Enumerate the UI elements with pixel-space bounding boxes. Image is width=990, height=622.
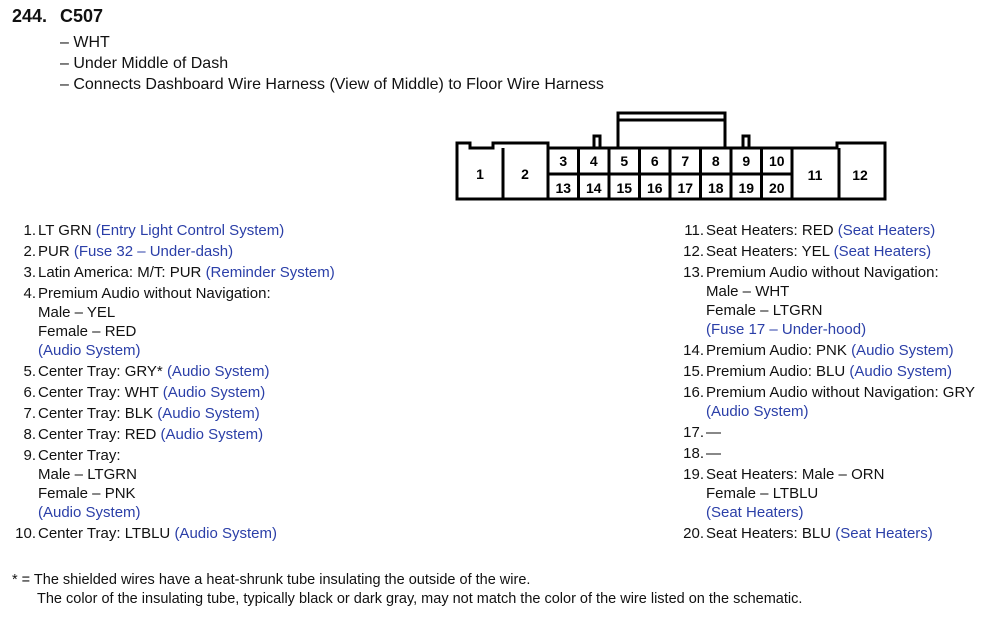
pin-line	[706, 384, 975, 403]
pin-line	[38, 222, 284, 241]
pin-item	[668, 243, 975, 262]
wire-description: Female – LTGRN	[706, 302, 823, 319]
pin-number: 12	[852, 167, 868, 183]
pin-number: 15	[616, 180, 633, 196]
wire-description: Seat Heaters: RED	[706, 222, 838, 239]
system-link[interactable]: (Audio System)	[851, 342, 954, 359]
detail-color: – WHT	[60, 34, 110, 51]
wire-description: Premium Audio: BLU	[706, 363, 850, 381]
pin-line	[706, 264, 939, 283]
footnote-line-2: The color of the insulating tube, typically black or dark gray, may not match the color of the wire listed on the schematic.	[37, 591, 803, 607]
wire-description: Seat Heaters: BLU	[706, 525, 836, 543]
pin-item	[0, 447, 335, 523]
wire-description: Center Tray: LTBLU	[38, 525, 175, 543]
system-link[interactable]: (Seat Heaters)	[835, 525, 933, 543]
connector-id: C507	[60, 6, 104, 26]
wire-description: Seat Heaters: Male – ORN	[706, 466, 885, 484]
pin-line	[706, 424, 721, 443]
pin-item	[668, 222, 975, 241]
wire-description: Center Tray: RED	[38, 426, 161, 444]
pin-number: 19	[738, 180, 755, 196]
pin-item	[0, 222, 335, 241]
pin-line	[706, 403, 975, 422]
detail-location: – Under Middle of Dash	[60, 55, 229, 72]
pin-index: 4.	[23, 285, 36, 303]
pin-line	[706, 321, 939, 340]
pin-item	[668, 445, 975, 464]
pin-item	[0, 405, 335, 424]
pin-item	[0, 525, 335, 544]
pin-line	[38, 285, 271, 304]
pin-number: 20	[768, 180, 785, 196]
system-link[interactable]: (Seat Heaters)	[706, 504, 804, 522]
system-link[interactable]: (Audio System)	[38, 342, 141, 359]
system-link[interactable]: (Seat Heaters)	[833, 243, 932, 261]
pin-index: 8.	[23, 426, 36, 444]
connector-diagram	[455, 108, 890, 206]
wire-description: Male – LTGRN	[38, 466, 137, 484]
pin-line	[38, 426, 263, 445]
wire-description: Center Tray:	[38, 447, 121, 465]
footnote	[12, 571, 802, 609]
wire-description: Seat Heaters: YEL	[706, 243, 834, 261]
pin-line	[38, 525, 277, 544]
pin-line	[38, 384, 265, 403]
pin-index: 12.	[683, 243, 704, 261]
pin-item	[0, 285, 335, 361]
system-link[interactable]: (Audio System)	[157, 405, 260, 423]
wire-description: Premium Audio without Navigation: GRY	[706, 384, 976, 402]
pin-index: 14.	[683, 342, 704, 359]
pin-number: 9	[742, 153, 751, 169]
pin-line	[38, 405, 260, 424]
system-link[interactable]: (Fuse 32 – Under-dash)	[73, 243, 234, 261]
pin-index: 10.	[15, 525, 36, 543]
pin-item	[0, 243, 335, 262]
pin-number: 4	[589, 153, 598, 169]
system-link[interactable]: (Reminder System)	[205, 264, 335, 282]
pin-line	[706, 222, 935, 241]
wire-description: LT GRN	[38, 222, 96, 239]
pin-item	[0, 426, 335, 445]
pin-item	[668, 363, 975, 382]
pin-index: 19.	[683, 466, 704, 484]
pin-line	[706, 445, 721, 464]
wire-description: PUR	[38, 243, 74, 261]
pin-line	[706, 485, 884, 504]
pin-number: 3	[559, 153, 568, 169]
wire-description: Premium Audio: PNK	[706, 342, 852, 359]
pin-index: 7.	[23, 405, 36, 423]
pin-item	[668, 424, 975, 443]
pin-number: 18	[707, 180, 724, 196]
pin-line	[706, 283, 939, 302]
pin-number: 2	[521, 166, 529, 182]
wire-description: Male – YEL	[38, 304, 116, 322]
pin-index: 18.	[683, 445, 704, 463]
pin-number: 8	[711, 153, 720, 169]
pin-line	[706, 243, 931, 262]
pin-item	[0, 363, 335, 382]
pin-line	[38, 485, 141, 504]
wire-description: Premium Audio without Navigation:	[38, 285, 271, 303]
footnote-line-1: * = The shielded wires have a heat-shrunk tube insulating the outside of the wire.	[12, 572, 531, 588]
pin-number: 7	[681, 153, 690, 169]
pin-line	[38, 342, 271, 361]
wire-description: —	[706, 445, 721, 463]
system-link[interactable]: (Audio System)	[38, 504, 141, 522]
detail-connects: – Connects Dashboard Wire Harness (View of Middle) to Floor Wire Harness	[60, 76, 604, 93]
pin-number: 5	[620, 153, 629, 169]
pin-number: 14	[585, 180, 602, 196]
pin-line	[706, 302, 939, 321]
pin-line	[706, 363, 952, 382]
system-link[interactable]: (Fuse 17 – Under-hood)	[706, 320, 867, 338]
pin-line	[38, 243, 233, 262]
pin-number: 1	[476, 166, 484, 182]
pin-number: 16	[646, 180, 663, 196]
pin-item	[668, 264, 975, 340]
pin-index: 6.	[23, 384, 36, 402]
pin-item	[0, 264, 335, 283]
pin-number: 17	[677, 180, 694, 196]
wire-description: Female – PNK	[38, 485, 136, 503]
pin-index: 2.	[23, 243, 36, 261]
pin-line	[706, 504, 884, 523]
pin-list-right	[668, 222, 975, 546]
system-link[interactable]: (Audio System)	[166, 363, 270, 381]
wire-description: Latin America: M/T: PUR	[38, 264, 206, 282]
system-link[interactable]: (Audio System)	[849, 363, 952, 381]
system-link[interactable]: (Seat Heaters)	[837, 222, 936, 239]
wire-description: Center Tray: WHT	[38, 384, 163, 402]
wire-description: Center Tray: GRY*	[38, 363, 167, 381]
wire-description: Male – WHT	[706, 283, 790, 301]
pin-line	[38, 323, 271, 342]
system-link[interactable]: (Entry Light Control System)	[95, 222, 285, 239]
pin-line	[38, 304, 271, 323]
connector-details	[60, 32, 604, 95]
pin-item	[0, 384, 335, 403]
pin-item	[668, 342, 975, 361]
pin-index: 3.	[23, 264, 36, 282]
pin-line	[38, 264, 335, 283]
pin-line	[38, 363, 269, 382]
pin-line	[706, 342, 954, 361]
pin-line	[38, 447, 141, 466]
pin-index: 1.	[23, 222, 36, 239]
wire-description: Female – RED	[38, 323, 137, 341]
pin-index: 11.	[684, 222, 704, 239]
system-link[interactable]: (Audio System)	[174, 525, 277, 543]
connector-title	[12, 6, 103, 27]
pin-index: 20.	[683, 525, 704, 543]
pin-line	[38, 466, 141, 485]
pin-index: 13.	[683, 264, 704, 282]
wire-description: Female – LTBLU	[706, 485, 819, 503]
pin-list-left	[0, 222, 335, 546]
pin-item	[668, 466, 975, 523]
wire-description: —	[706, 424, 721, 442]
pin-index: 5.	[23, 363, 36, 381]
pin-number: 6	[650, 153, 659, 169]
system-link[interactable]: (Audio System)	[160, 426, 264, 444]
item-number: 244.	[12, 6, 48, 26]
pin-index: 17.	[683, 424, 704, 442]
pin-line	[38, 504, 141, 523]
pin-number: 13	[555, 180, 572, 196]
pin-number: 10	[768, 153, 785, 169]
pin-index: 9.	[23, 447, 36, 465]
pin-index: 16.	[683, 384, 704, 402]
pin-line	[706, 466, 884, 485]
system-link[interactable]: (Audio System)	[706, 403, 809, 421]
pin-item	[668, 384, 975, 422]
pin-item	[668, 525, 975, 544]
wire-description: Premium Audio without Navigation:	[706, 264, 939, 282]
pin-line	[706, 525, 933, 544]
pin-index: 15.	[683, 363, 704, 381]
system-link[interactable]: (Audio System)	[162, 384, 266, 402]
pin-number: 11	[807, 167, 823, 183]
wire-description: Center Tray: BLK	[38, 405, 158, 423]
